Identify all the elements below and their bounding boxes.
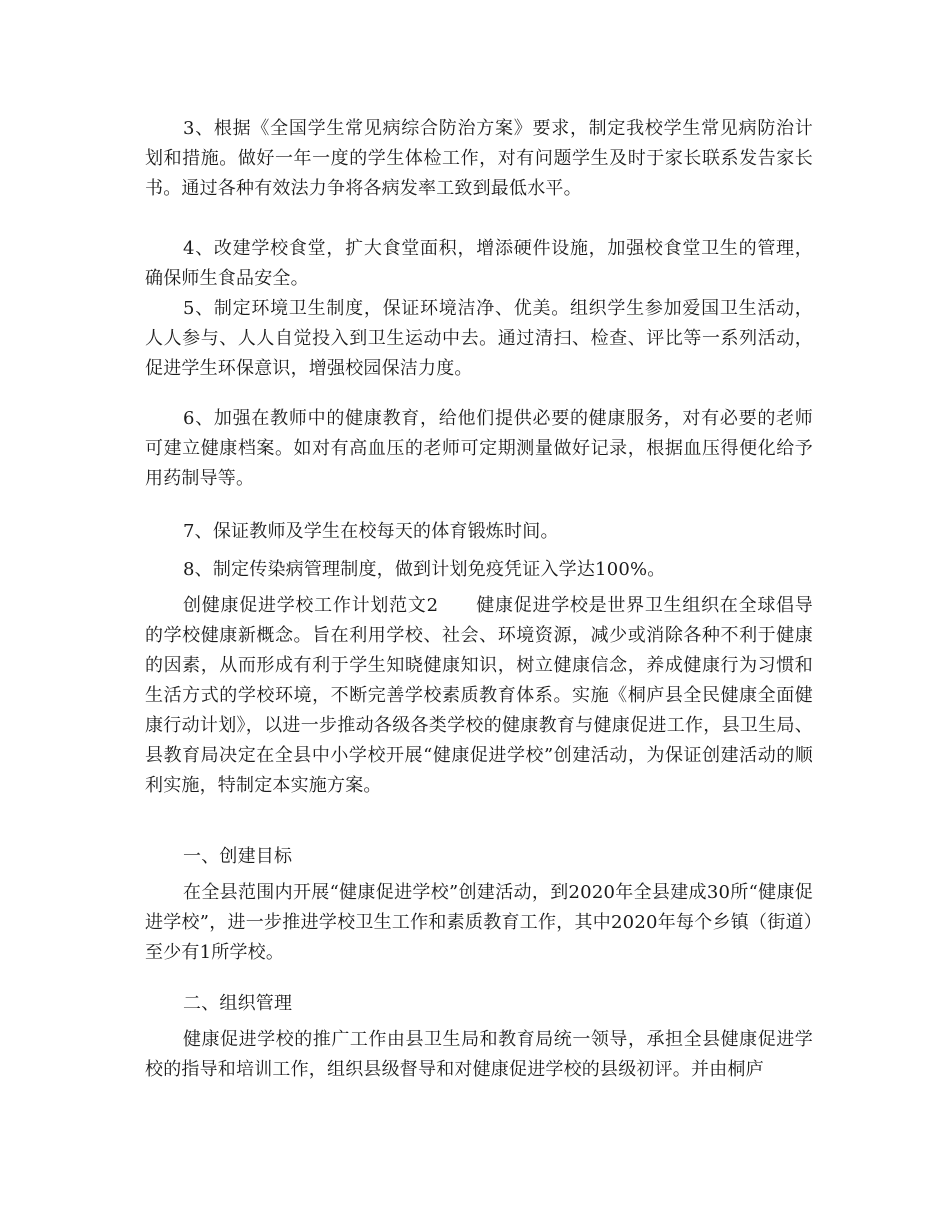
paragraph-management: 健康促进学校的推广工作由县卫生局和教育局统一领导，承担全县健康促进学校的指导和培训工作，组织县级督导和对健康促进学校的县级初评。并由桐庐 — [145, 1029, 813, 1080]
paragraph-goals: 在全县范围内开展“健康促进学校”创建活动，到2020年全县建成30所“健康促进学校”，进一步推进学校卫生工作和素质教育工作，其中2020年每个乡镇（街道）至少有1所学校。 — [145, 882, 813, 963]
paragraph-item-8: 8、制定传染病管理制度，做到计划免疫凭证入学达100%。 — [183, 559, 666, 580]
paragraph-intro: 创健康促进学校工作计划范文2 健康促进学校是世界卫生组织在全球倡导的学校健康新概念。旨在利用学校、社会、环境资源，减少或消除各种不利于健康的因素，从而形成有利于学生知晓健康知识，树立健康信念，养成健康行为习惯和生活方式的学校环境，不断完善学校素质教育体系。实施《桐庐县全民健康全面健康行动计划》，以进一步推动各级各类学校的健康教育与健康促进工作，县卫生局、县教育局决定在全县中小学校开展“健康促进学校”创建活动，为保证创建活动的顺利实施，特制定本实施方案。 — [145, 595, 813, 796]
paragraph-item-3: 3、根据《全国学生常见病综合防治方案》要求，制定我校学生常见病防治计划和措施。做好一年一度的学生体检工作，对有问题学生及时于家长联系发告家长书。通过各种有效法力争将各病发率工致到最低水平。 — [145, 118, 813, 199]
paragraph-item-6: 6、加强在教师中的健康教育，给他们提供必要的健康服务，对有必要的老师可建立健康档案。如对有高血压的老师可定期测量做好记录，根据血压得便化给予用药制导等。 — [145, 408, 813, 489]
paragraph-item-4: 4、改建学校食堂，扩大食堂面积，增添硬件设施，加强校食堂卫生的管理，确保师生食品安全。 — [145, 238, 813, 289]
paragraph-item-5: 5、制定环境卫生制度，保证环境洁净、优美。组织学生参加爱国卫生活动，人人参与、人人自觉投入到卫生运动中去。通过清扫、检查、评比等一系列活动，促进学生环保意识，增强校园保洁力度。 — [145, 298, 813, 379]
paragraph-item-7: 7、保证教师及学生在校每天的体育锻炼时间。 — [183, 521, 559, 542]
section-heading-management: 二、组织管理 — [183, 993, 293, 1014]
section-heading-goals: 一、创建目标 — [183, 846, 293, 867]
